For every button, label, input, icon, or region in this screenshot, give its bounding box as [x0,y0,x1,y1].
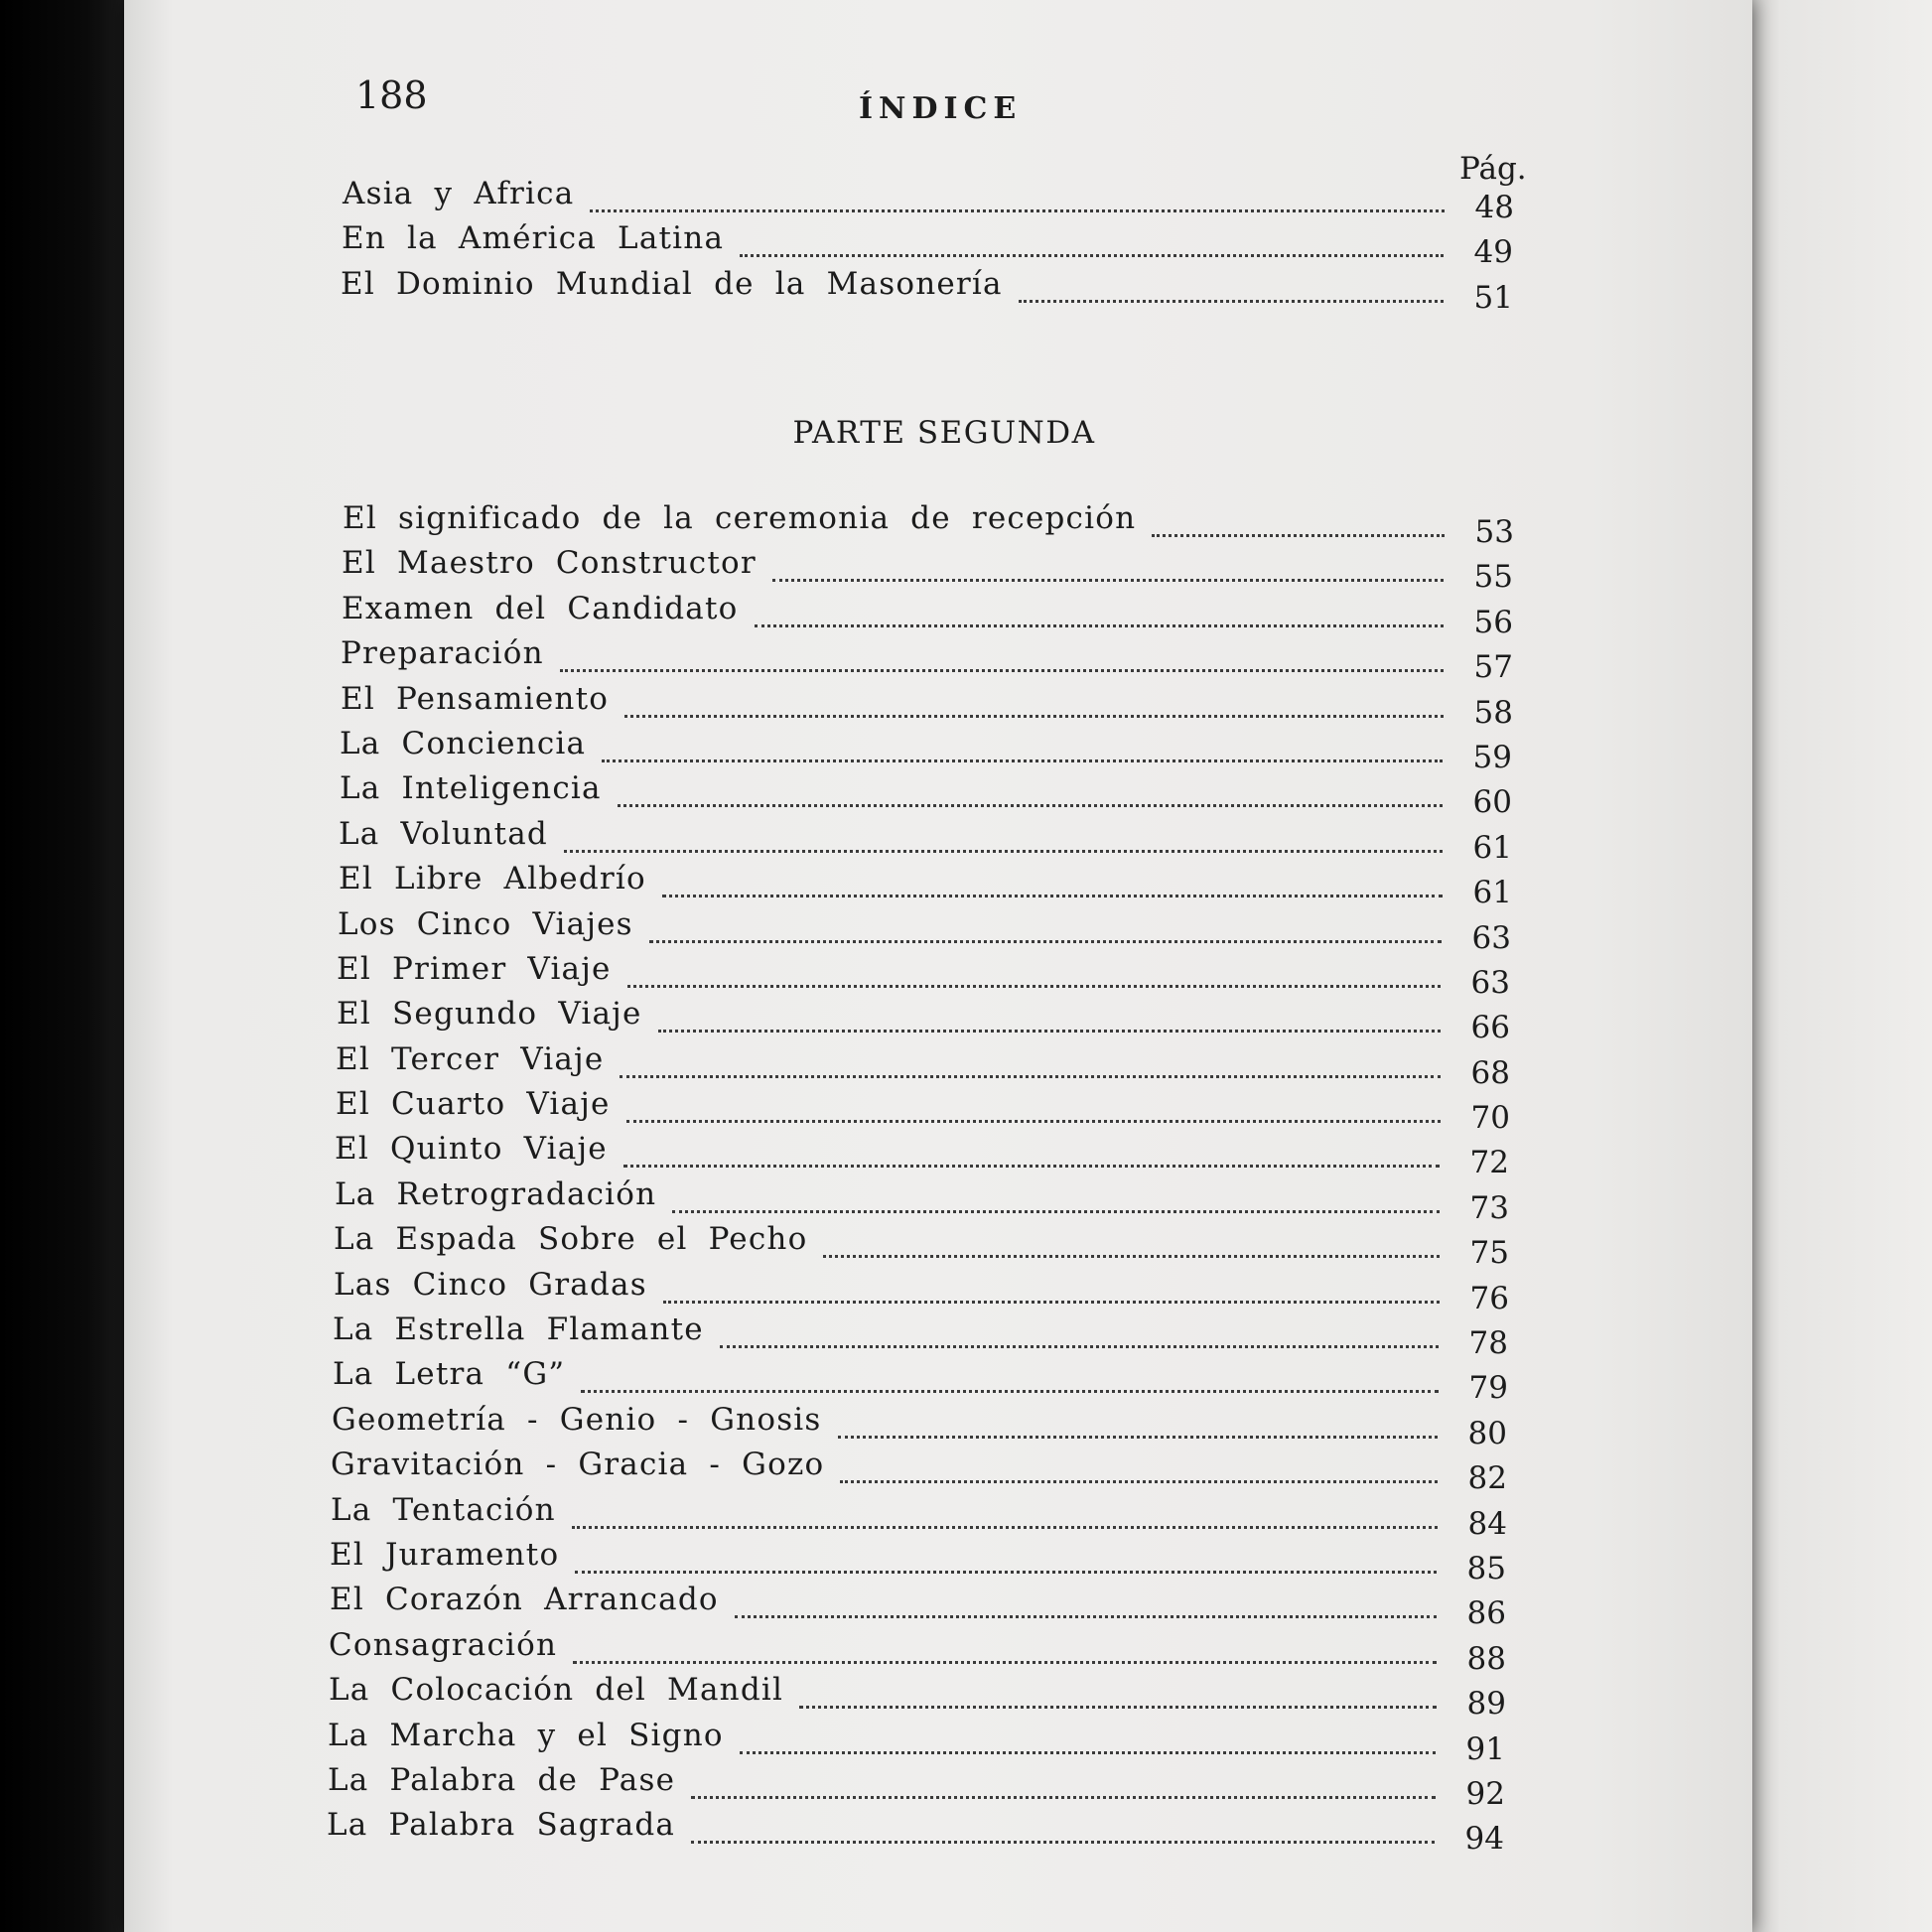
toc-entry-title: Consagración [329,1626,558,1663]
toc-entry-title: El Corazón Arrancado [330,1582,719,1618]
toc-entry-title: Geometría - Genio - Gnosis [332,1401,822,1438]
leader-dots [735,1591,1437,1618]
toc-entry [124,1086,1752,1137]
leader-dots [581,1366,1439,1393]
toc-entry-page: 66 [1470,1010,1510,1046]
toc-entry-page: 72 [1469,1145,1509,1181]
toc-entry-title: El Juramento [330,1536,560,1573]
toc-entry [124,680,1752,731]
toc-entry-title: La Inteligencia [340,770,602,807]
leader-dots [572,1502,1438,1529]
toc-entry [124,1807,1752,1858]
leader-dots [564,826,1443,853]
toc-entry [124,1536,1752,1587]
leader-dots [573,1637,1437,1664]
toc-entry-page: 94 [1464,1821,1504,1858]
toc-entry-page: 48 [1474,190,1514,225]
leader-dots [1152,510,1445,537]
toc-entry-title: Gravitación - Gracia - Gozo [331,1447,825,1483]
toc-entry-title: La Espada Sobre el Pecho [334,1221,808,1258]
toc-entry-page: 88 [1466,1640,1506,1677]
toc-entry [124,905,1752,956]
leader-dots [823,1231,1440,1258]
toc-entry-page: 79 [1468,1370,1508,1407]
toc-entry-page: 78 [1468,1325,1508,1362]
toc-entry-page: 61 [1472,875,1512,911]
toc-entry [124,725,1752,775]
toc-entry-title: La Palabra de Pase [328,1761,676,1798]
toc-entry-title: Asia y Africa [343,176,575,211]
toc-entry [124,635,1752,686]
leader-dots [649,916,1442,943]
toc-entry-page: 55 [1473,559,1513,596]
running-title: ÍNDICE [859,91,1023,126]
toc-entry-page: 82 [1467,1460,1507,1497]
leader-dots [691,1817,1435,1844]
leader-dots [663,1277,1440,1304]
toc-entry-title: Examen del Candidato [342,590,739,626]
toc-entry [124,1582,1752,1632]
section-heading [124,415,1752,451]
toc-entry-title: El Primer Viaje [337,950,612,987]
toc-entry-title: El Cuarto Viaje [336,1086,611,1123]
toc-entry-page: 60 [1472,784,1512,821]
toc-entry-page: 86 [1466,1595,1506,1632]
toc-entry-title: La Estrella Flamante [333,1311,704,1348]
toc-second-group [124,500,1752,1858]
running-head [124,69,1752,129]
toc-entry [124,1717,1752,1767]
toc-entry [124,1447,1752,1497]
leader-dots [590,186,1445,212]
leader-dots [772,555,1444,582]
leader-dots [658,1006,1441,1033]
toc-entry [124,176,1752,225]
leader-dots [623,1141,1440,1168]
toc-entry-page: 57 [1473,649,1513,686]
toc-entry-page: 85 [1466,1550,1506,1587]
toc-entry-page: 68 [1470,1054,1510,1091]
leader-dots [575,1547,1437,1574]
leader-dots [1019,276,1444,303]
toc-entry-page: 76 [1469,1280,1509,1316]
toc-entry-page: 84 [1467,1505,1507,1542]
toc-entry-title: La Letra “G” [333,1356,566,1393]
leader-dots [840,1456,1438,1483]
next-page-edge [1752,0,1932,1932]
toc-entry-title: La Voluntad [339,815,548,852]
toc-entry-page: 70 [1470,1100,1510,1137]
toc-entry [124,265,1752,316]
book-binding-shadow [0,0,124,1932]
leader-dots [740,1727,1436,1754]
toc-entry-title: El Tercer Viaje [336,1040,605,1077]
toc-entry [124,815,1752,866]
toc-entry [124,1221,1752,1272]
leader-dots [618,780,1443,807]
toc-entry [124,500,1752,550]
toc-entry [124,770,1752,821]
toc-entry-page: 61 [1472,829,1512,866]
leader-dots [740,230,1444,257]
toc-entry-title: El Pensamiento [341,680,610,717]
section-heading-text: PARTE SEGUNDA [792,415,1096,451]
toc-entry-page: 53 [1474,514,1514,550]
toc-entry [124,590,1752,640]
toc-entry [124,1761,1752,1812]
toc-entry-title: El Maestro Constructor [342,545,757,582]
toc-entry-title: El Segundo Viaje [337,996,642,1033]
toc-entry-page: 80 [1467,1415,1507,1451]
toc-entry-title: La Colocación del Mandil [329,1672,784,1709]
book-page [124,0,1752,1932]
leader-dots [799,1682,1437,1709]
toc-entry [124,1131,1752,1181]
toc-entry [124,1401,1752,1451]
toc-entry-page: 89 [1466,1686,1506,1723]
toc-entry-title: El Libre Albedrío [339,861,646,897]
toc-entry-page: 75 [1469,1235,1509,1272]
toc-entry-page: 49 [1473,234,1513,271]
toc-entry-page: 56 [1473,604,1513,640]
toc-entry [124,1040,1752,1091]
toc-entry-page: 63 [1471,919,1511,956]
page-number: 188 [355,73,428,117]
leader-dots [755,601,1444,627]
toc-entry-title: La Conciencia [340,725,587,761]
page-column-label: Pág. [1459,151,1527,187]
toc-entry-title: La Tentación [331,1491,556,1528]
toc-entry [124,545,1752,596]
toc-entry-page: 58 [1473,694,1513,731]
toc-entry [124,220,1752,271]
toc-entry-title: El significado de la ceremonia de recepción [343,500,1137,536]
leader-dots [560,645,1444,672]
toc-entry-title: Los Cinco Viajes [338,905,633,942]
toc-first-group [124,176,1752,316]
leader-dots [627,961,1441,988]
toc-entry-page: 92 [1465,1775,1505,1812]
toc-entry-title: El Quinto Viaje [335,1131,608,1168]
toc-entry-title: Las Cinco Gradas [334,1266,647,1303]
toc-entry-page: 51 [1473,279,1513,316]
toc-entry [124,950,1752,1001]
toc-entry [124,1311,1752,1362]
toc-entry-title: La Palabra Sagrada [327,1807,676,1844]
toc-entry-title: En la América Latina [342,220,725,257]
leader-dots [662,871,1443,897]
toc-entry [124,1626,1752,1677]
toc-entry-title: El Dominio Mundial de la Masonería [341,265,1003,302]
toc-entry-title: La Retrogradación [335,1175,657,1212]
leader-dots [620,1051,1441,1078]
leader-dots [691,1772,1436,1799]
toc-entry [124,1491,1752,1542]
toc-entry-title: La Marcha y el Signo [328,1717,724,1753]
leader-dots [672,1186,1440,1213]
toc-entry [124,1672,1752,1723]
leader-dots [624,691,1444,718]
toc-entry [124,1175,1752,1226]
toc-entry [124,1356,1752,1407]
toc-entry [124,996,1752,1046]
leader-dots [838,1412,1438,1439]
toc-entry [124,1266,1752,1316]
toc-entry-page: 59 [1472,739,1512,775]
toc-entry-page: 73 [1469,1189,1509,1226]
leader-dots [626,1096,1441,1123]
toc-entry-title: Preparación [341,635,544,672]
toc-entry-page: 63 [1470,964,1510,1001]
leader-dots [602,736,1443,762]
toc-entry [124,861,1752,911]
toc-entry-page: 91 [1465,1730,1505,1767]
leader-dots [720,1321,1439,1348]
